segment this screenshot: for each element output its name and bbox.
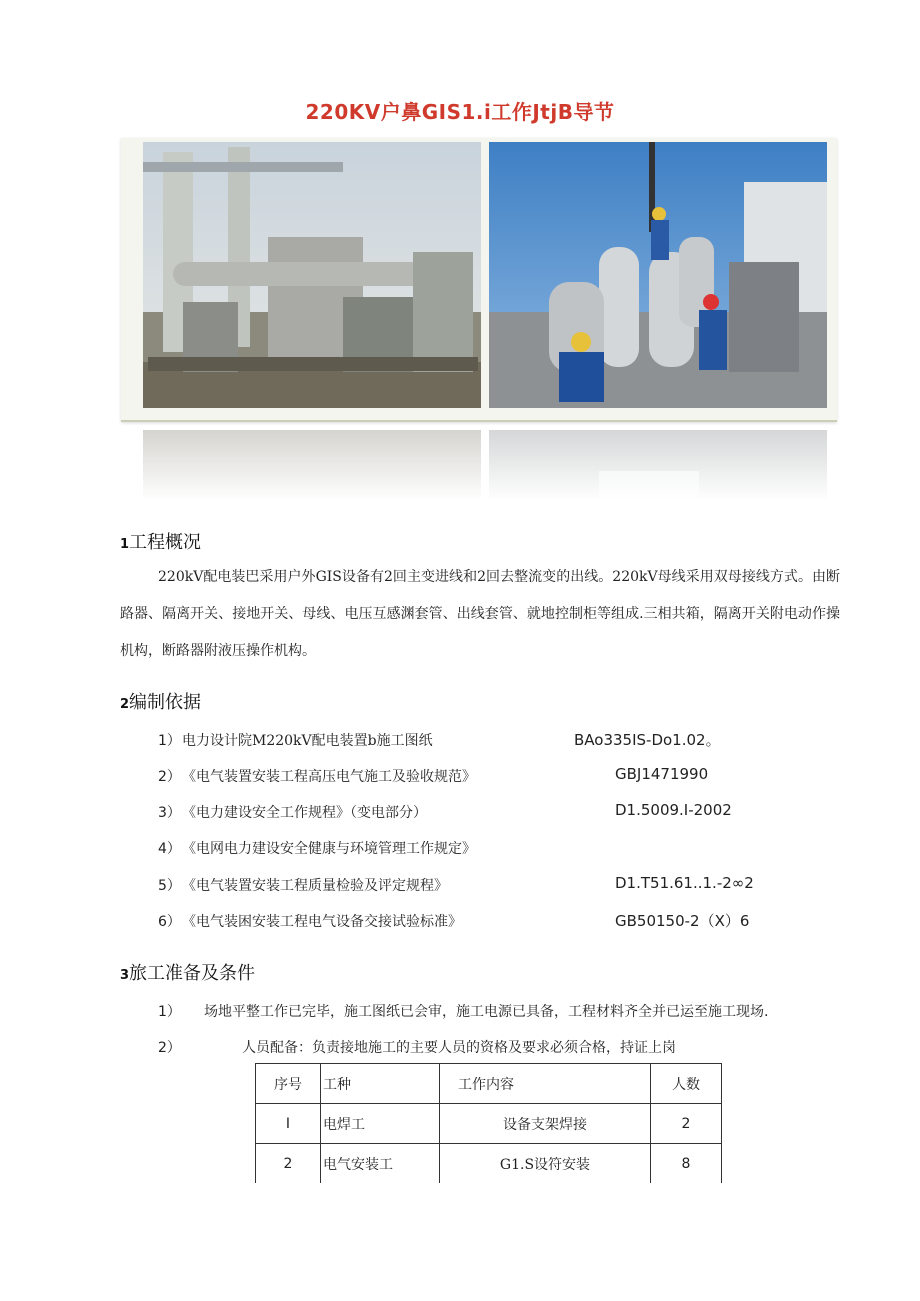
section-title: 工程概况 (129, 532, 202, 553)
item-index: 2） (158, 1040, 181, 1056)
basis-code: GB50150-2（X）6 (615, 912, 750, 930)
cell: I (256, 1104, 321, 1144)
cell: 设备支架焊接 (440, 1104, 651, 1144)
item-index: 5） (158, 878, 181, 894)
section-heading-basis (120, 688, 201, 714)
photo-reflection-left (143, 430, 481, 500)
cell: 电气安装工 (321, 1144, 440, 1184)
item-text: 场地平整工作已完毕，施工图纸已会审，施工电源已具备，工程材料齐全并已运至施工现场. (204, 1004, 769, 1020)
item-index: 1） (158, 733, 181, 749)
photo-reflection-right (489, 430, 827, 500)
header-cell: 工作内容 (440, 1064, 651, 1104)
section-heading-overview (120, 528, 201, 554)
item-text: 电力设计院M220kV配电装置b施工图纸 (182, 733, 433, 749)
section-title: 编制依据 (129, 692, 202, 713)
item-index: 3） (158, 805, 181, 821)
section-number: 3 (120, 968, 130, 983)
header-cell: 人数 (651, 1064, 722, 1104)
item-index: 6） (158, 914, 181, 930)
section-heading-preparation (120, 959, 255, 985)
item-text: 《电气装困安装工程电气设备交接试验标准》 (182, 914, 462, 930)
item-text: 《电气装置安装工程质量检验及评定规程》 (182, 878, 448, 894)
table-row (256, 1104, 722, 1144)
section-number: 1 (120, 537, 130, 552)
basis-code: BAo335IS-Do1.02。 (574, 731, 721, 749)
section-title: 旅工准备及条件 (129, 963, 256, 984)
table-header-row (256, 1064, 722, 1104)
item-index: 1） (158, 1004, 181, 1020)
gis-installation-photo (489, 142, 827, 408)
cell: 8 (651, 1144, 722, 1184)
cell: 2 (651, 1104, 722, 1144)
item-index: 2） (158, 769, 181, 785)
item-index: 4） (158, 841, 181, 857)
gis-substation-photo (143, 142, 481, 408)
item-text: 《电网电力建设安全健康与环境管理工作规定》 (182, 841, 476, 857)
overview-paragraph: 220kV配电装巴采用户外GIS设备有2回主变进线和2回去整流变的出线。220kV母线采用双母接线方式。由断路器、隔离开关、接地开关、母线、电压互感渊套管、出线套管、就地控制柜等组成.三相共箱，隔离开关附电动作操机构，断路器附液压操作机构。 (120, 569, 840, 659)
table-row (256, 1144, 722, 1184)
basis-code: D1.5009.I-2002 (615, 801, 732, 819)
staff-table (255, 1063, 722, 1183)
cell: 2 (256, 1144, 321, 1184)
item-text: 《电气装置安装工程高压电气施工及验收规范》 (182, 769, 476, 785)
header-cell: 工种 (321, 1064, 440, 1104)
basis-code: D1.T51.61..1.-2∞2 (615, 874, 754, 892)
basis-code: GBJ1471990 (615, 765, 709, 783)
header-cell: 序号 (256, 1064, 321, 1104)
section-number: 2 (120, 697, 130, 712)
cell: 电焊工 (321, 1104, 440, 1144)
document-title: 220KV户鼻GIS1.i工作JtjB导节 (305, 100, 615, 124)
item-text: 人员配备：负责接地施工的主要人员的资格及要求必须合格，持证上岗 (242, 1040, 676, 1056)
item-text: 《电力建设安全工作规程》（变电部分） (182, 805, 427, 821)
cell: G1.S设符安装 (440, 1144, 651, 1184)
photo-frame (121, 138, 837, 422)
